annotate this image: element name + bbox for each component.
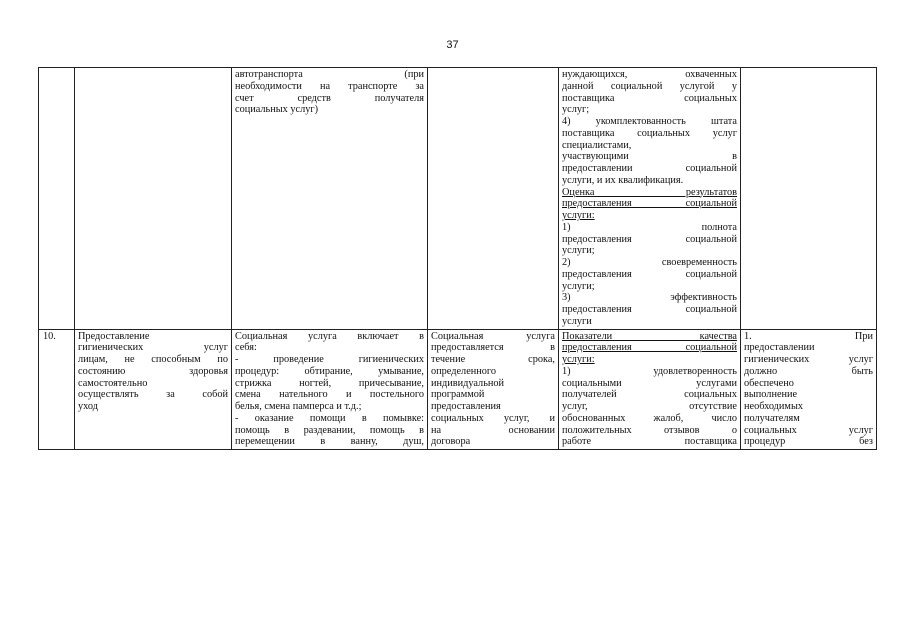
- text-line: течение срока,: [431, 354, 555, 365]
- text-line: 1) удовлетворенность: [562, 365, 737, 377]
- service-terms-cell: [428, 329, 559, 450]
- text-line: социальными услугами: [562, 377, 737, 389]
- text-line: услуги, и их квалификация.: [562, 174, 684, 186]
- text-line: услуг;: [562, 104, 590, 116]
- text-line: состоянию здоровья: [78, 365, 228, 377]
- text-line: предоставления социальной: [562, 198, 737, 210]
- text-line: получателей социальных: [562, 389, 737, 401]
- services-table: [38, 67, 877, 450]
- row-number-cell: 10.: [39, 329, 75, 450]
- text-line: программой: [431, 389, 485, 401]
- text-line: процедур без: [744, 436, 873, 448]
- text-line: Показатели качества: [562, 330, 737, 342]
- text-line: услуги;: [562, 280, 595, 292]
- text-line: Оценка результатов: [562, 186, 737, 198]
- text-line: стрижка ногтей, причесывание,: [235, 377, 424, 389]
- text-line: уход: [78, 401, 98, 412]
- text-line: лицам, не способным по: [78, 354, 228, 365]
- text-line: поставщика социальных услуг: [562, 127, 737, 139]
- text-line: белья, смена памперса и т.д.;: [235, 401, 362, 412]
- conditions-cell: [741, 68, 877, 330]
- text-line: услуг, отсутствие: [562, 401, 737, 412]
- text-line: услуги;: [562, 245, 595, 257]
- text-line: предоставления социальной: [562, 342, 737, 354]
- text-line: гигиенических услуг: [744, 354, 873, 365]
- text-line: счет средств получателя: [235, 92, 424, 104]
- text-line: участвующими в: [562, 151, 737, 163]
- text-line: социальных услуг, и: [431, 412, 555, 424]
- text-line: 3) эффективность: [562, 292, 737, 304]
- text-line: нуждающихся, охваченных: [562, 69, 737, 80]
- text-line: договора: [431, 436, 471, 448]
- page-number: 37: [446, 39, 459, 51]
- text-line: 2) своевременность: [562, 257, 737, 268]
- service-name-cell: [75, 68, 232, 330]
- text-line: гигиенических услуг: [78, 342, 228, 354]
- text-line: 4) укомплектованность штата: [562, 116, 737, 127]
- text-line: получателям: [744, 412, 800, 424]
- text-line: выполнение: [744, 389, 798, 401]
- text-line: автотранспорта (при: [235, 69, 424, 80]
- table-body: [39, 68, 877, 450]
- service-name-cell: [75, 329, 232, 450]
- text-line: данной социальной услугой у: [562, 80, 737, 92]
- text-line: услуги:: [562, 354, 595, 365]
- text-line: предоставления социальной: [562, 233, 737, 245]
- text-line: Социальная услуга включает в: [235, 330, 424, 342]
- text-line: смена нательного и постельного: [235, 389, 424, 401]
- text-line: работе поставщика: [562, 436, 737, 448]
- service-content-cell: [232, 68, 428, 330]
- text-line: социальных услуг): [235, 104, 319, 116]
- quality-indicators-cell: [559, 329, 741, 450]
- table-row: [39, 68, 877, 330]
- text-line: обоснованных жалоб, число: [562, 412, 737, 424]
- conditions-cell: [741, 329, 877, 450]
- service-terms-cell: [428, 68, 559, 330]
- text-line: - проведение гигиенических: [235, 354, 424, 365]
- text-line: предоставлении: [744, 342, 815, 354]
- text-line: необходимости на транспорте за: [235, 80, 424, 92]
- text-line: предоставляется в: [431, 342, 555, 354]
- text-line: - оказание помощи в помывке:: [235, 412, 424, 424]
- text-line: самостоятельно: [78, 377, 148, 389]
- text-line: перемещении в ванну, душ,: [235, 436, 424, 448]
- text-line: обеспечено: [744, 377, 794, 389]
- text-line: Социальная услуга: [431, 330, 555, 342]
- text-line: Предоставление: [78, 330, 150, 342]
- text-line: себя:: [235, 342, 257, 354]
- text-line: осуществлять за собой: [78, 389, 228, 401]
- service-content-cell: [232, 329, 428, 450]
- text-line: предоставления социальной: [562, 304, 737, 315]
- text-line: специалистами,: [562, 139, 632, 151]
- table-row: [39, 329, 877, 450]
- text-line: процедур: обтирание, умывание,: [235, 365, 424, 377]
- text-line: предоставлении социальной: [562, 163, 737, 174]
- text-line: 1. При: [744, 330, 873, 342]
- quality-indicators-cell: [559, 68, 741, 330]
- text-line: услуги: [562, 315, 592, 327]
- text-line: предоставления: [431, 401, 501, 412]
- text-line: должно быть: [744, 365, 873, 377]
- text-line: помощь в раздевании, помощь в: [235, 424, 424, 436]
- text-line: поставщика социальных: [562, 92, 737, 104]
- text-line: индивидуальной: [431, 377, 505, 389]
- text-line: на основании: [431, 424, 555, 436]
- text-line: социальных услуг: [744, 424, 873, 436]
- text-line: услуги:: [562, 210, 595, 221]
- text-line: предоставления социальной: [562, 268, 737, 280]
- text-line: определенного: [431, 365, 497, 377]
- text-line: положительных отзывов о: [562, 424, 737, 436]
- text-line: 1) полнота: [562, 221, 737, 233]
- text-line: необходимых: [744, 401, 804, 412]
- row-number-cell: [39, 68, 75, 330]
